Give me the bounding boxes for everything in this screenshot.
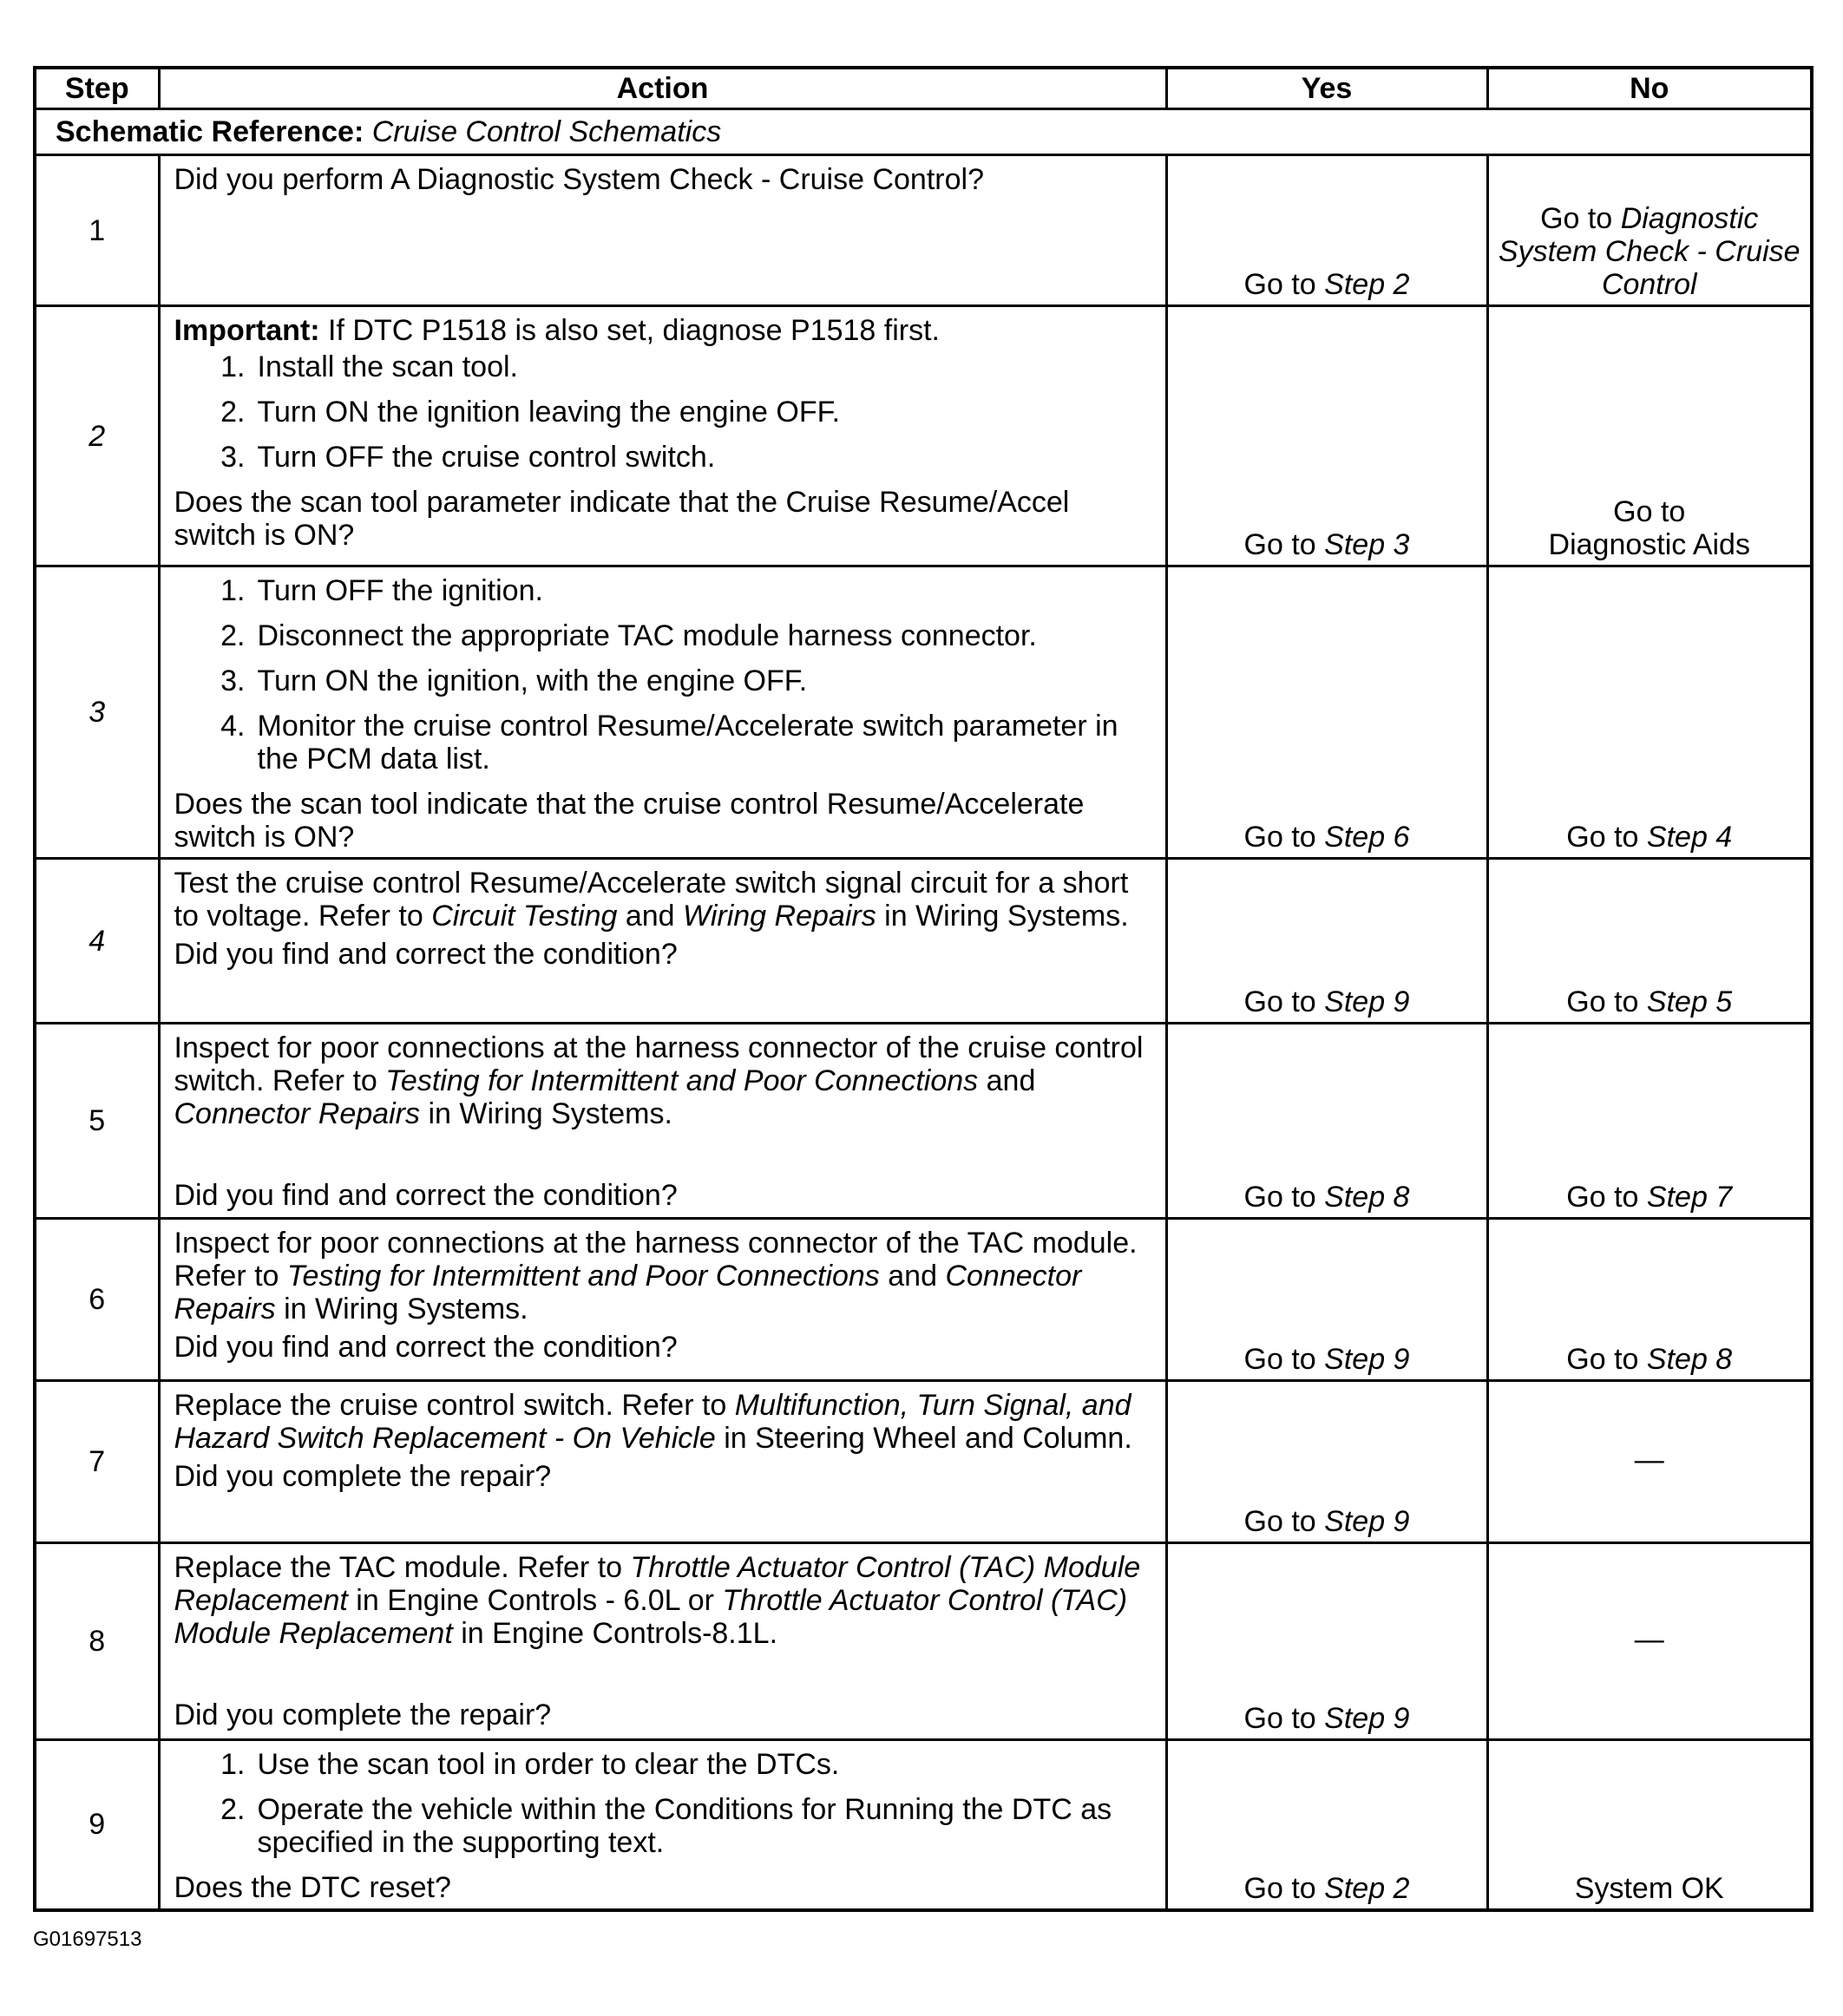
step-number: 9 bbox=[35, 1740, 159, 1910]
ref-link[interactable]: Throttle Actuator Control (TAC) Module Replacement bbox=[174, 1584, 1128, 1650]
list-item: 3. Turn ON the ignition, with the engine OFF. bbox=[220, 664, 808, 697]
instruction: Test the cruise control Resume/Accelerate switch signal circuit for a short to voltage. Refer to Circuit Testing and Wiring Repairs in Wiring Systems. bbox=[174, 867, 1129, 933]
step-number: 8 bbox=[35, 1543, 159, 1740]
yes-step-link[interactable]: Step 9 bbox=[1324, 1702, 1410, 1735]
step-number: 6 bbox=[35, 1219, 159, 1381]
no-cell bbox=[1487, 1024, 1812, 1219]
question: Does the DTC reset? bbox=[174, 1871, 451, 1904]
yes-step-link[interactable]: Step 9 bbox=[1324, 1343, 1410, 1376]
no-step-link[interactable]: Step 7 bbox=[1646, 1181, 1733, 1214]
question: Did you perform A Diagnostic System Check - Cruise Control? bbox=[174, 163, 984, 196]
header-no: No bbox=[1487, 68, 1812, 109]
step-number: 3 bbox=[35, 566, 159, 859]
no-prefix: Go to bbox=[1566, 1343, 1639, 1376]
table-row bbox=[35, 1381, 1812, 1543]
header-action: Action bbox=[159, 68, 1166, 109]
yes-cell bbox=[1166, 1219, 1487, 1381]
table-row bbox=[35, 1219, 1812, 1381]
question: Did you complete the repair? bbox=[174, 1460, 552, 1493]
action-cell bbox=[159, 1024, 1166, 1219]
header-row bbox=[35, 68, 1812, 109]
table-row bbox=[35, 306, 1812, 566]
yes-prefix: Go to bbox=[1243, 1181, 1316, 1214]
yes-prefix: Go to bbox=[1243, 1343, 1316, 1376]
step-list bbox=[174, 574, 1148, 776]
yes-cell bbox=[1166, 566, 1487, 859]
yes-prefix: Go to bbox=[1243, 1871, 1316, 1905]
action-cell bbox=[159, 1740, 1166, 1910]
list-item: 2. Operate the vehicle within the Conditions for Running the DTC as specified in the supporting text. bbox=[220, 1793, 1112, 1859]
no-prefix: Go to bbox=[1566, 1181, 1639, 1214]
no-cell bbox=[1487, 1740, 1812, 1910]
no-result: System OK bbox=[1574, 1871, 1724, 1905]
action-cell bbox=[159, 1219, 1166, 1381]
action-cell bbox=[159, 306, 1166, 566]
no-cell bbox=[1487, 859, 1812, 1024]
yes-prefix: Go to bbox=[1243, 821, 1316, 854]
no-cell bbox=[1487, 306, 1812, 566]
yes-cell bbox=[1166, 859, 1487, 1024]
no-cell bbox=[1487, 1219, 1812, 1381]
schematic-link[interactable]: Cruise Control Schematics bbox=[371, 115, 722, 148]
table-row bbox=[35, 155, 1812, 306]
yes-prefix: Go to bbox=[1243, 1505, 1316, 1538]
yes-cell bbox=[1166, 1381, 1487, 1543]
ref-link[interactable]: Wiring Repairs bbox=[683, 900, 876, 933]
list-item: 1. Install the scan tool. bbox=[220, 350, 519, 383]
no-cell bbox=[1487, 1381, 1812, 1543]
action-cell bbox=[159, 155, 1166, 306]
action-cell bbox=[159, 1381, 1166, 1543]
table-row bbox=[35, 1024, 1812, 1219]
list-item: 1. Turn OFF the ignition. bbox=[220, 574, 543, 607]
no-prefix: Go to bbox=[1540, 202, 1613, 235]
figure-id: G01697513 bbox=[33, 1928, 142, 1951]
yes-step-link[interactable]: Step 3 bbox=[1324, 528, 1410, 561]
table-row bbox=[35, 1740, 1812, 1910]
yes-cell bbox=[1166, 306, 1487, 566]
step-number: 7 bbox=[35, 1381, 159, 1543]
diagnostic-table bbox=[33, 66, 1813, 1912]
step-number: 1 bbox=[35, 155, 159, 306]
yes-step-link[interactable]: Step 8 bbox=[1324, 1181, 1410, 1214]
action-cell bbox=[159, 1543, 1166, 1740]
yes-step-link[interactable]: Step 9 bbox=[1324, 1505, 1410, 1538]
question: Did you find and correct the condition? bbox=[174, 938, 678, 971]
question: Did you complete the repair? bbox=[174, 1699, 552, 1731]
instruction: Replace the cruise control switch. Refer to Multifunction, Turn Signal, and Hazard Switch Replacement - On Vehicle in Steering Wheel and Column. bbox=[174, 1389, 1132, 1455]
table-row bbox=[35, 566, 1812, 859]
yes-prefix: Go to bbox=[1243, 268, 1316, 301]
yes-cell bbox=[1166, 155, 1487, 306]
yes-step-link[interactable]: Step 2 bbox=[1324, 268, 1410, 301]
yes-step-link[interactable]: Step 2 bbox=[1324, 1871, 1410, 1905]
ref-link[interactable]: Connector Repairs bbox=[174, 1097, 420, 1130]
no-cell bbox=[1487, 155, 1812, 306]
table-row bbox=[35, 859, 1812, 1024]
action-cell bbox=[159, 859, 1166, 1024]
question: Does the scan tool indicate that the cruise control Resume/Accelerate switch is ON? bbox=[174, 788, 1085, 854]
no-prefix: Go to bbox=[1613, 495, 1686, 528]
ref-link[interactable]: Testing for Intermittent and Poor Connections bbox=[385, 1064, 979, 1097]
ref-link[interactable]: Connector Repairs bbox=[174, 1260, 1082, 1325]
list-item: 2. Turn ON the ignition leaving the engine OFF. bbox=[220, 396, 841, 429]
no-link[interactable]: Diagnostic System Check - Cruise Control bbox=[1498, 202, 1800, 301]
step-list bbox=[174, 350, 1148, 474]
table-row bbox=[35, 1543, 1812, 1740]
no-link[interactable]: Diagnostic Aids bbox=[1548, 528, 1750, 561]
important-text: If DTC P1518 is also set, diagnose P1518 first. bbox=[328, 314, 940, 347]
header-yes: Yes bbox=[1166, 68, 1487, 109]
ref-link[interactable]: Circuit Testing bbox=[431, 900, 618, 933]
no-prefix: Go to bbox=[1566, 821, 1639, 854]
ref-link[interactable]: Multifunction, Turn Signal, and Hazard Switch Replacement - On Vehicle bbox=[174, 1389, 1131, 1455]
ref-link[interactable]: Throttle Actuator Control (TAC) Module Replacement bbox=[174, 1551, 1141, 1617]
schematic-label: Schematic Reference: bbox=[56, 115, 364, 148]
question: Did you find and correct the condition? bbox=[174, 1179, 678, 1212]
step-number: 5 bbox=[35, 1024, 159, 1219]
action-cell bbox=[159, 566, 1166, 859]
yes-cell bbox=[1166, 1740, 1487, 1910]
list-item: 1. Use the scan tool in order to clear the DTCs. bbox=[220, 1748, 840, 1781]
yes-prefix: Go to bbox=[1243, 985, 1316, 1018]
instruction: Inspect for poor connections at the harness connector of the cruise control switch. Refer to Testing for Intermittent and Poor Connections and Connector Repairs in Wiring Systems. bbox=[174, 1031, 1144, 1130]
no-cell bbox=[1487, 566, 1812, 859]
step-number: 2 bbox=[35, 306, 159, 566]
yes-step-link[interactable]: Step 9 bbox=[1324, 985, 1410, 1018]
step-list bbox=[174, 1748, 1148, 1859]
no-step-link[interactable]: Step 4 bbox=[1646, 821, 1733, 854]
schematic-row bbox=[35, 109, 1812, 155]
no-step-link[interactable]: Step 5 bbox=[1646, 985, 1733, 1018]
instruction: Inspect for poor connections at the harness connector of the TAC module. Refer to Testing for Intermittent and Poor Connections and Connector Repairs in Wiring Systems. bbox=[174, 1227, 1138, 1325]
question: Does the scan tool parameter indicate that the Cruise Resume/Accel switch is ON? bbox=[174, 486, 1070, 552]
ref-link[interactable]: Testing for Intermittent and Poor Connections bbox=[286, 1260, 880, 1293]
list-item: 3. Turn OFF the cruise control switch. bbox=[220, 441, 716, 474]
yes-cell bbox=[1166, 1543, 1487, 1740]
question: Did you find and correct the condition? bbox=[174, 1331, 678, 1364]
no-step-link[interactable]: Step 8 bbox=[1646, 1343, 1733, 1376]
important-label: Important: bbox=[174, 314, 320, 347]
yes-step-link[interactable]: Step 6 bbox=[1324, 821, 1410, 854]
important-note bbox=[174, 314, 1148, 347]
schematic-reference bbox=[35, 109, 1812, 155]
yes-prefix: Go to bbox=[1243, 528, 1316, 561]
list-item: 2. Disconnect the appropriate TAC module harness connector. bbox=[220, 619, 1037, 652]
no-dash: — bbox=[1634, 1623, 1664, 1656]
instruction: Replace the TAC module. Refer to Throttle Actuator Control (TAC) Module Replacement in Engine Controls - 6.0L or Throttle Actuator Control (TAC) Module Replacement in Engine Controls-8.1L. bbox=[174, 1551, 1141, 1650]
header-step: Step bbox=[35, 68, 159, 109]
step-number: 4 bbox=[35, 859, 159, 1024]
no-prefix: Go to bbox=[1566, 985, 1639, 1018]
no-cell bbox=[1487, 1543, 1812, 1740]
list-item: 4. Monitor the cruise control Resume/Accelerate switch parameter in the PCM data list. bbox=[220, 710, 1118, 776]
yes-prefix: Go to bbox=[1243, 1702, 1316, 1735]
no-dash: — bbox=[1634, 1443, 1664, 1476]
yes-cell bbox=[1166, 1024, 1487, 1219]
